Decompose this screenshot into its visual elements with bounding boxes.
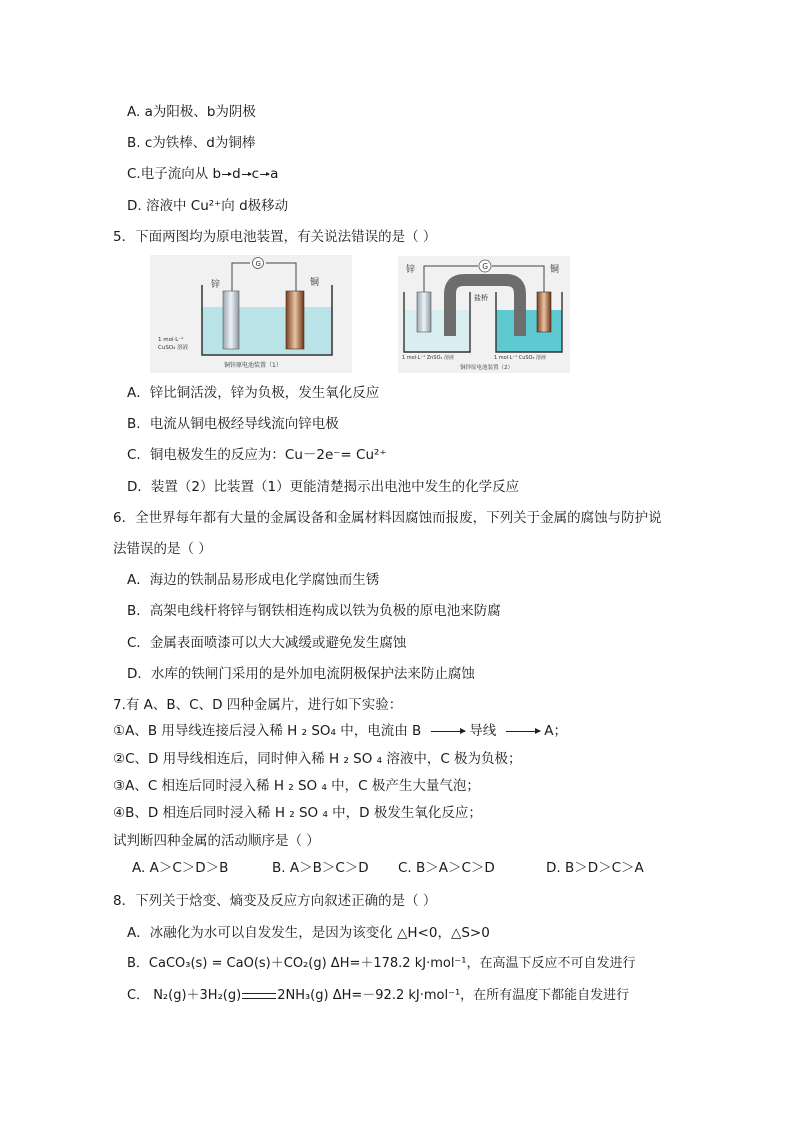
q7-question: 试判断四种金属的活动顺序是（ ） bbox=[113, 833, 320, 849]
q6-option-a: A．海边的铁制品易形成电化学腐蚀而生锈 bbox=[127, 572, 380, 588]
q4-option-c-prefix: C.电子流向从 b bbox=[127, 166, 222, 182]
q5-option-b: B．电流从铜电极经导线流向锌电极 bbox=[127, 416, 339, 432]
q7-option-a: A. A＞C＞D＞B bbox=[132, 860, 229, 876]
figure-1-caption: 铜锌原电池装置（1） bbox=[224, 362, 282, 369]
q7-statement-2: ②C、D 用导线相连后，同时伸入稀 H ₂ SO ₄ 溶液中，C 极为负极； bbox=[113, 751, 522, 767]
q7-statement-1-text: ①A、B 用导线连接后浸入稀 H ₂ SO₄ 中，电流由 B bbox=[113, 723, 422, 739]
q8-stem: 8．下列关于焓变、熵变及反应方向叙述正确的是（ ） bbox=[113, 893, 437, 909]
galvanometer-label: G bbox=[255, 259, 261, 268]
q8-option-b: B．CaCO₃(s) = CaO(s)＋CO₂(g) ΔH=＋178.2 kJ·mol⁻¹，在高温下反应不可自发进行 bbox=[127, 956, 636, 971]
q8-option-c-products: 2NH₃(g) ΔH=－92.2 kJ·mol⁻¹，在所有温度下都能自发进行 bbox=[277, 988, 630, 1003]
q8-option-c bbox=[127, 986, 629, 1006]
q4-option-d: D. 溶液中 Cu²⁺向 d极移动 bbox=[127, 198, 289, 214]
salt-bridge-label: 盐桥 bbox=[474, 294, 488, 302]
figure-2-caption: 铜锌原电池装置（2） bbox=[460, 365, 513, 371]
electrode-d: d bbox=[232, 166, 241, 182]
arrow-icon bbox=[431, 731, 465, 732]
q5-stem: 5．下面两图均为原电池装置，有关说法错误的是（ ） bbox=[113, 229, 437, 245]
q5-option-d: D．装置（2）比装置（1）更能清楚揭示出电池中发生的化学反应 bbox=[127, 479, 520, 495]
figure-cell-1 bbox=[150, 255, 352, 373]
copper-electrode bbox=[286, 291, 304, 349]
arrow-icon bbox=[260, 174, 269, 175]
electrode-a: a bbox=[270, 166, 279, 182]
q8-option-c-reactants: C． N₂(g)＋3H₂(g) bbox=[127, 988, 242, 1003]
q7-stem: 7.有 A、B、C、D 四种金属片，进行如下实验： bbox=[113, 697, 403, 713]
q6-option-c: C．金属表面喷漆可以大大减缓或避免发生腐蚀 bbox=[127, 635, 407, 651]
arrow-icon bbox=[506, 731, 540, 732]
q6-stem-line-1: 6．全世界每年都有大量的金属设备和金属材料因腐蚀而报废，下列关于金属的腐蚀与防护说 bbox=[113, 510, 662, 526]
electrode-c: c bbox=[251, 166, 260, 182]
q6-stem-line-2: 法错误的是（ ） bbox=[113, 541, 212, 557]
q7-option-d: D. B＞D＞C＞A bbox=[546, 860, 644, 876]
equilibrium-arrow-icon bbox=[242, 992, 276, 1000]
zinc-electrode bbox=[223, 291, 239, 349]
figure-cell-2 bbox=[398, 256, 570, 373]
right-solution-label: 1 mol·L⁻¹ CuSO₄ 溶液 bbox=[494, 355, 547, 361]
copper-label: 铜 bbox=[310, 278, 320, 288]
galvanometer-label: G bbox=[482, 262, 489, 271]
q4-option-c bbox=[127, 164, 278, 184]
arrow-icon bbox=[242, 174, 251, 175]
solution-label-2: CuSO₄ 溶液 bbox=[158, 345, 189, 351]
left-solution-label: 1 mol·L⁻¹ ZnSO₄ 溶液 bbox=[402, 355, 454, 361]
copper-electrode bbox=[537, 292, 551, 332]
q7-statement-1-wire: 导线 bbox=[469, 723, 497, 739]
q4-option-a: A. a为阳极、b为阴极 bbox=[127, 104, 256, 120]
q7-option-b: B. A＞B＞C＞D bbox=[272, 860, 369, 876]
q5-option-a: A．锌比铜活泼，锌为负极，发生氧化反应 bbox=[127, 385, 380, 401]
q7-statement-1 bbox=[113, 721, 567, 741]
zinc-label: 锌 bbox=[406, 265, 416, 275]
q8-option-a: A．冰融化为水可以自发发生，是因为该变化 △H<0，△S>0 bbox=[127, 925, 490, 941]
copper-label: 铜 bbox=[550, 265, 560, 275]
q7-statement-1-end: A； bbox=[544, 723, 568, 739]
zinc-electrode bbox=[417, 292, 431, 332]
q7-option-c: C. B＞A＞C＞D bbox=[398, 860, 495, 876]
zinc-label: 锌 bbox=[211, 280, 221, 290]
q4-option-b: B. c为铁棒、d为铜棒 bbox=[127, 135, 256, 151]
q5-option-c: C．铜电极发生的反应为：Cu－2e⁻= Cu²⁺ bbox=[127, 447, 387, 463]
q7-statement-4: ④B、D 相连后同时浸入稀 H ₂ SO ₄ 中，D 极发生氧化反应； bbox=[113, 805, 482, 821]
q6-option-d: D．水库的铁闸门采用的是外加电流阴极保护法来防止腐蚀 bbox=[127, 666, 475, 682]
q6-option-b: B．高架电线杆将锌与钢铁相连构成以铁为负极的原电池来防腐 bbox=[127, 603, 501, 619]
q7-statement-3: ③A、C 相连后同时浸入稀 H ₂ SO ₄ 中，C 极产生大量气泡； bbox=[113, 778, 480, 794]
arrow-icon bbox=[222, 174, 231, 175]
solution-label: 1 mol·L⁻¹ bbox=[158, 337, 184, 343]
